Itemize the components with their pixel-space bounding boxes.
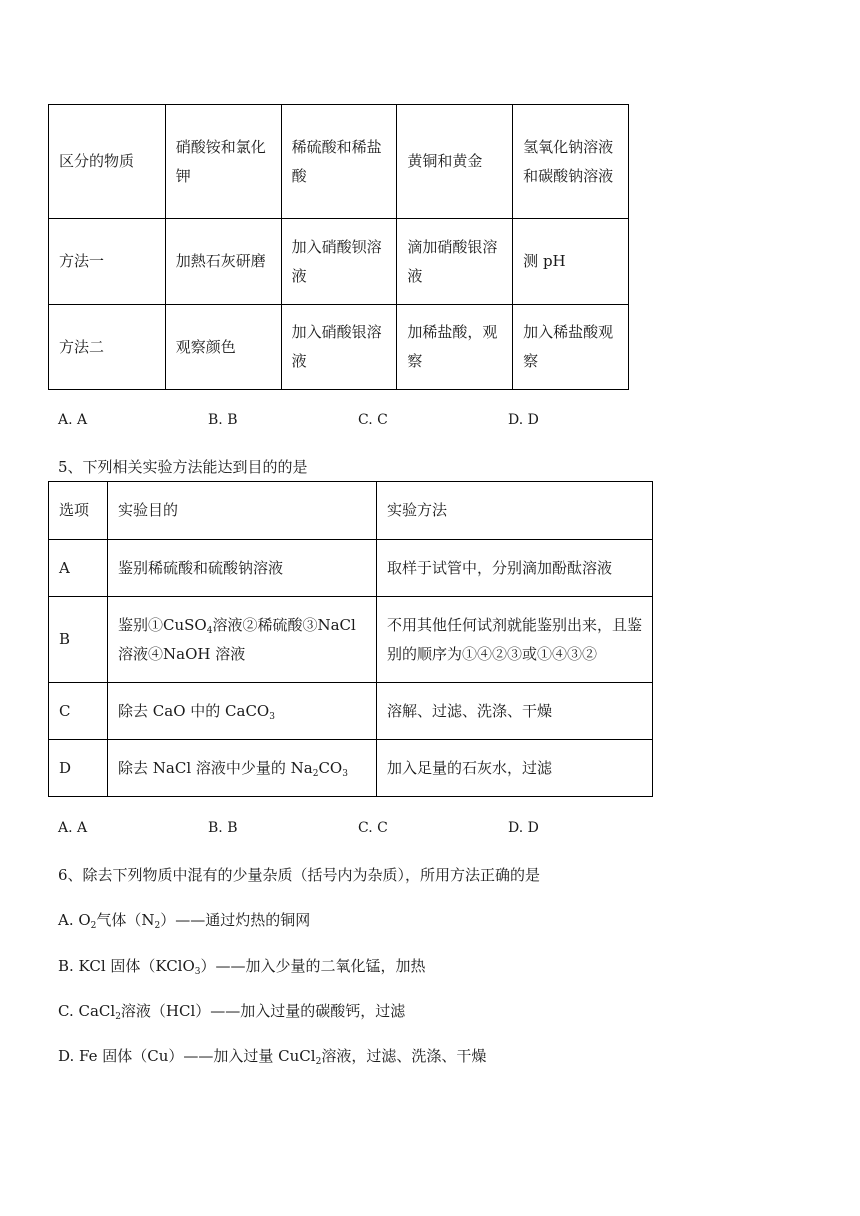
text: 气体（N	[96, 911, 155, 929]
table-header-row	[49, 482, 653, 540]
option-b[interactable]: B. B	[208, 412, 238, 428]
table-cell: 加入硝酸钡溶液	[281, 219, 397, 305]
option-c[interactable]: C. C	[358, 820, 388, 836]
table-row	[49, 597, 653, 683]
table-cell: 加入稀盐酸观察	[513, 305, 629, 390]
goal-cell	[108, 597, 377, 683]
option-d[interactable]: D. D	[508, 412, 539, 428]
subscript: 2	[90, 921, 97, 931]
text: C. CaCl	[58, 1002, 116, 1020]
method-cell: 不用其他任何试剂就能鉴别出来，且鉴别的顺序为①④②③或①④③②	[377, 597, 653, 683]
text: D. Fe 固体（Cu）——加入过量 CuCl	[58, 1047, 316, 1065]
table-cell: 加稀盐酸，观察	[397, 305, 513, 390]
table-cell: 加入硝酸银溶液	[281, 305, 397, 390]
option-cell: A	[49, 540, 108, 597]
goal-text: 溶液②稀硫酸③NaCl溶液④NaOH 溶液	[118, 615, 356, 663]
subscript: 2	[154, 921, 161, 931]
goal-text: 除去 CaO 中的 CaCO	[118, 701, 270, 720]
method-cell: 取样于试管中，分别滴加酚酞溶液	[377, 540, 653, 597]
subscript: 4	[206, 625, 213, 636]
text: ）——通过灼热的铜网	[160, 911, 311, 929]
option-cell: C	[49, 683, 108, 740]
text: 溶液（HCl）——加入过量的碳酸钙，过滤	[120, 1002, 406, 1020]
table-cell: 方法一	[49, 219, 166, 305]
table-cell: 区分的物质	[49, 105, 166, 219]
goal-cell	[108, 740, 377, 797]
header-cell: 实验方法	[377, 482, 653, 540]
option-d[interactable]: D. D	[508, 820, 539, 836]
table-row	[49, 219, 629, 305]
method-cell: 加入足量的石灰水，过滤	[377, 740, 653, 797]
table-row	[49, 540, 653, 597]
option-b[interactable]: B. B	[208, 820, 238, 836]
table-cell: 方法二	[49, 305, 166, 390]
q6-option-a[interactable]	[58, 909, 310, 930]
q6-option-d[interactable]	[58, 1045, 486, 1066]
option-cell: D	[49, 740, 108, 797]
q6-option-b[interactable]	[58, 955, 426, 976]
header-cell: 选项	[49, 482, 108, 540]
goal-text: CO	[318, 758, 343, 777]
text: 溶液，过滤、洗涤、干燥	[321, 1047, 487, 1065]
table-row	[49, 740, 653, 797]
subscript: 2	[315, 1057, 322, 1067]
subscript: 2	[312, 768, 319, 779]
goal-text: 鉴别稀硫酸和硫酸钠溶液	[118, 558, 284, 577]
subscript: 3	[342, 768, 348, 779]
text: B. KCl 固体（KClO	[58, 957, 195, 975]
experiment-table	[48, 481, 653, 797]
header-cell: 实验目的	[108, 482, 377, 540]
table-row	[49, 105, 629, 219]
q6-option-c[interactable]	[58, 1000, 405, 1021]
subscript: 3	[269, 711, 275, 722]
option-cell: B	[49, 597, 108, 683]
table-row	[49, 305, 629, 390]
table-cell: 加熱石灰研磨	[165, 219, 281, 305]
table-row	[49, 683, 653, 740]
goal-text: 除去 NaCl 溶液中少量的 Na	[118, 758, 313, 777]
table-cell: 稀硫酸和稀盐酸	[281, 105, 397, 219]
text: A. O	[58, 911, 91, 929]
goal-text: 鉴别①CuSO	[118, 615, 207, 634]
table-cell: 观察颜色	[165, 305, 281, 390]
table-cell: 滴加硝酸银溶液	[397, 219, 513, 305]
question-6-stem: 6、除去下列物质中混有的少量杂质（括号内为杂质），所用方法正确的是	[58, 866, 541, 884]
table-cell: 测 pH	[513, 219, 629, 305]
goal-cell	[108, 540, 377, 597]
comparison-table	[48, 104, 629, 390]
option-a[interactable]: A. A	[58, 820, 88, 836]
method-cell: 溶解、过滤、洗涤、干燥	[377, 683, 653, 740]
table-cell: 硝酸铵和氯化钾	[165, 105, 281, 219]
option-a[interactable]: A. A	[58, 412, 88, 428]
table-cell: 氢氧化钠溶液和碳酸钠溶液	[513, 105, 629, 219]
goal-cell	[108, 683, 377, 740]
question-5-stem: 5、下列相关实验方法能达到目的的是	[58, 458, 308, 476]
subscript: 2	[115, 1012, 121, 1022]
option-c[interactable]: C. C	[358, 412, 388, 428]
subscript: 3	[194, 967, 201, 977]
text: ）——加入少量的二氧化锰，加热	[200, 957, 426, 975]
table-cell: 黄铜和黄金	[397, 105, 513, 219]
